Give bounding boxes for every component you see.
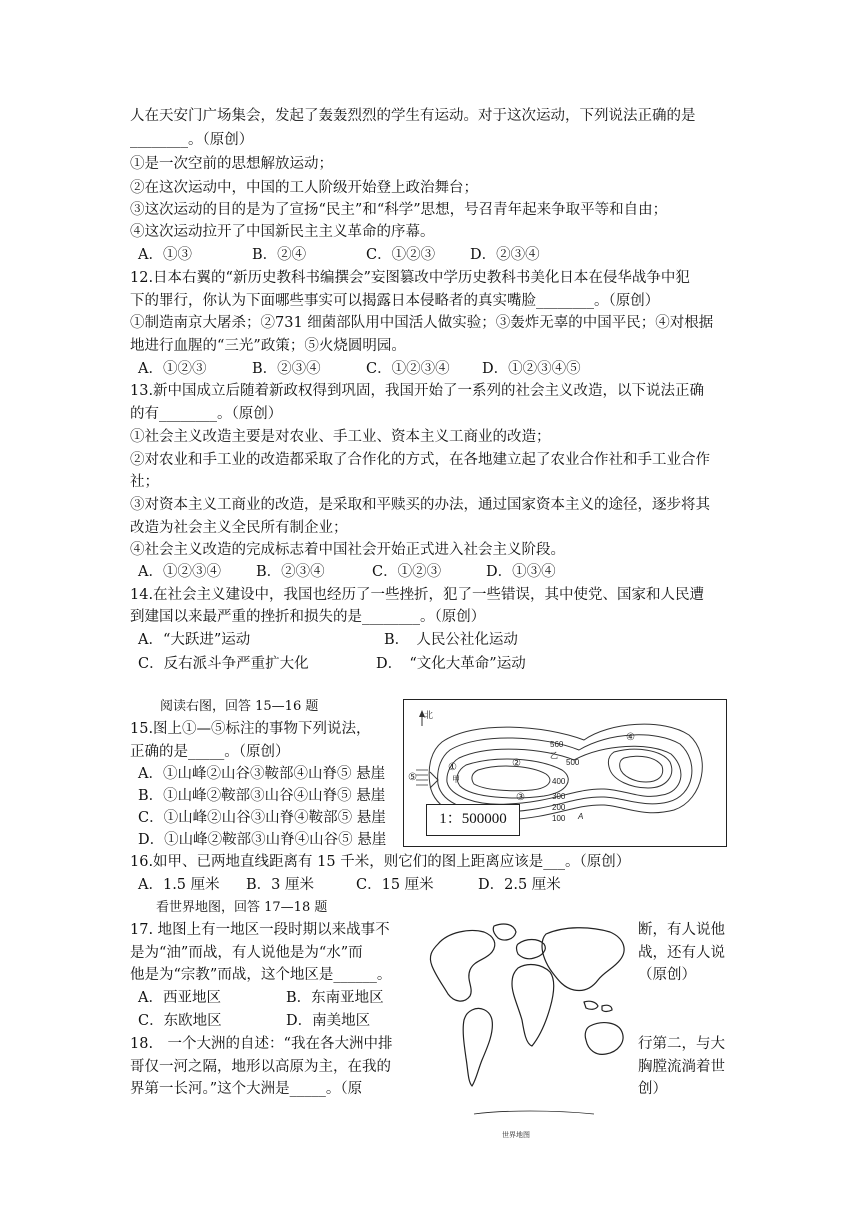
q15-option-b[interactable]: B．①山峰②鞍部③山谷④山脊⑤ 悬崖 — [138, 788, 386, 804]
q14-line-1: 14.在社会主义建设中，我国也经历了一些挫折，犯了一些错误，其中使党、国家和人民遭 — [130, 587, 705, 603]
q13-line-4: ②对农业和手工业的改造都采取了合作化的方式，在各地建立起了农业合作社和手工业合作 — [130, 452, 710, 468]
point-label-yi: 乙 — [550, 751, 558, 760]
q11-option-a[interactable]: A．①③ — [138, 247, 192, 263]
q14-option-b[interactable]: B． 人民公社化运动 — [384, 632, 518, 648]
q14-option-d[interactable]: D． “文化大革命”运动 — [376, 656, 526, 672]
q13-line-1: 13.新中国成立后随着新政权得到巩固，我国开始了一系列的社会主义改造，以下说法正确 — [130, 383, 705, 399]
q15-line-1: 15.图上①—⑤标注的事物下列说法， — [130, 721, 371, 737]
q18-left-line-1: 18. 一个大洲的自述：“我在各大洲中排 — [130, 1036, 393, 1052]
q12-line-1: 12.日本右翼的“新历史教科书编撰会”妄图篡改中学历史教科书美化日本在侵华战争中犯 — [130, 270, 690, 286]
q16-option-a[interactable]: A．1.5 厘米 — [138, 877, 220, 893]
q12-option-b[interactable]: B．②③④ — [252, 361, 321, 377]
world-map-figure — [414, 914, 634, 1146]
q12-option-d[interactable]: D．①②③④⑤ — [482, 361, 581, 377]
world-map-outline — [414, 914, 634, 1146]
q16-line-1: 16.如甲、已两地直线距离有 15 千米，则它们的图上距离应该是___。（原创） — [130, 854, 631, 870]
q17-left-line-2: 是为“油”而战，有人说他是为“水”而 — [130, 945, 363, 961]
read-map-instruction-1: 阅读右图，回答 15—16 题 — [160, 699, 319, 714]
map-scale: 1：500000 — [426, 804, 520, 836]
q12-option-c[interactable]: C．①②③④ — [366, 361, 450, 377]
marker-2: ② — [512, 758, 521, 769]
contour-label-100: 100 — [552, 814, 566, 823]
q13-line-2: 的有________。（原创） — [130, 406, 283, 422]
q14-option-c[interactable]: C．反右派斗争严重扩大化 — [138, 656, 309, 672]
q17-left-line-3: 他是为“宗教”而战，这个地区是______。 — [130, 967, 392, 983]
q15-line-2: 正确的是_____。（原创） — [130, 744, 290, 760]
q13-option-b[interactable]: B．②③④ — [256, 564, 325, 580]
q15-option-d[interactable]: D．①山峰②鞍部③山脊④山谷⑤ 悬崖 — [138, 832, 387, 848]
q17-option-d[interactable]: D．南美地区 — [286, 1013, 371, 1029]
q13-line-7: 改造为社会主义全民所有制企业； — [130, 520, 348, 536]
q18-left-line-3: 界第一长河。”这个大洲是_____。（原 — [130, 1081, 363, 1097]
contour-label-300: 300 — [552, 792, 566, 801]
q17-option-b[interactable]: B．东南亚地区 — [286, 990, 384, 1006]
q13-line-3: ①社会主义改造主要是对农业、手工业、资本主义工商业的改造； — [130, 429, 551, 445]
q13-option-a[interactable]: A．①②③④ — [138, 564, 221, 580]
q14-line-2: 到建国以来最严重的挫折和损失的是________。（原创） — [130, 609, 486, 625]
contour-label-560: 560 — [550, 740, 564, 749]
point-label-jia: 甲 — [452, 775, 460, 784]
q12-line-3: ①制造南京大屠杀；②731 细菌部队用中国活人做实验；③轰炸无辜的中国平民；④对根据 — [130, 315, 714, 331]
q12-option-a[interactable]: A．①②③ — [138, 361, 207, 377]
q18-right-line-3: 创） — [638, 1081, 667, 1097]
contour-label-500: 500 — [566, 758, 580, 767]
q11-line-2: ________。（原创） — [130, 132, 254, 148]
north-label: 北 — [424, 710, 434, 720]
marker-5: ⑤ — [408, 772, 417, 783]
q17-right-line-3: （原创） — [638, 967, 696, 983]
q11-line-6: ④这次运动拉开了中国新民主主义革命的序幕。 — [130, 224, 435, 240]
q15-option-a[interactable]: A．①山峰②山谷③鞍部④山脊⑤ 悬崖 — [138, 766, 386, 782]
world-map-caption: 世界地图 — [502, 1131, 530, 1139]
q13-line-5: 社； — [130, 474, 159, 490]
q16-option-b[interactable]: B．3 厘米 — [246, 877, 314, 893]
q12-line-2: 下的罪行，你认为下面哪些事实可以揭露日本侵略者的真实嘴脸________。（原创） — [130, 293, 660, 309]
q16-option-d[interactable]: D．2.5 厘米 — [478, 877, 561, 893]
contour-label-400: 400 — [552, 777, 566, 786]
q17-right-line-2: 战，还有人说 — [638, 945, 725, 961]
q11-option-c[interactable]: C．①②③ — [366, 247, 436, 263]
q13-option-d[interactable]: D．①③④ — [486, 564, 556, 580]
marker-1: ① — [448, 762, 457, 773]
q15-option-c[interactable]: C．①山峰②山谷③山脊④鞍部⑤ 悬崖 — [138, 810, 386, 826]
q17-option-c[interactable]: C．东欧地区 — [138, 1013, 222, 1029]
q11-option-b[interactable]: B．②④ — [252, 247, 307, 263]
marker-4: ④ — [626, 732, 635, 743]
read-map-instruction-2: 看世界地图，回答 17—18 题 — [156, 900, 328, 915]
q13-option-c[interactable]: C．①②③ — [372, 564, 442, 580]
q11-option-d[interactable]: D．②③④ — [470, 247, 540, 263]
q11-line-3: ①是一次空前的思想解放运动； — [130, 156, 333, 172]
contour-label-200: 200 — [552, 803, 566, 812]
q13-line-6: ③对资本主义工商业的改造，是采取和平赎买的办法，通过国家资本主义的途径，逐步将其 — [130, 497, 710, 513]
q14-option-a[interactable]: A．“大跃进”运动 — [138, 632, 251, 648]
q17-right-line-1: 断，有人说他 — [638, 922, 725, 938]
marker-3: ③ — [516, 792, 525, 803]
q16-option-c[interactable]: C．15 厘米 — [356, 877, 434, 893]
q13-line-8: ④社会主义改造的完成标志着中国社会开始正式进入社会主义阶段。 — [130, 542, 565, 558]
point-label-a: A — [578, 812, 584, 821]
q11-line-5: ③这次运动的目的是为了宣扬“民主”和“科学”思想，号召青年起来争取平等和自由； — [130, 202, 668, 218]
q17-left-line-1: 17. 地图上有一地区一段时期以来战事不 — [130, 922, 390, 938]
q12-line-4: 地进行血腥的“三光”政策；⑤火烧圆明园。 — [130, 338, 406, 354]
q18-right-line-2: 胸膛流淌着世 — [638, 1059, 725, 1075]
q18-right-line-1: 行第二，与大 — [638, 1036, 725, 1052]
q17-option-a[interactable]: A．西亚地区 — [138, 990, 221, 1006]
q11-line-1: 人在天安门广场集会，发起了轰轰烈烈的学生有运动。对于这次运动，下列说法正确的是 — [130, 108, 696, 124]
q18-left-line-2: 哥仅一河之隔，地形以高原为主，在我的 — [130, 1059, 391, 1075]
q11-line-4: ②在这次运动中，中国的工人阶级开始登上政治舞台； — [130, 180, 478, 196]
